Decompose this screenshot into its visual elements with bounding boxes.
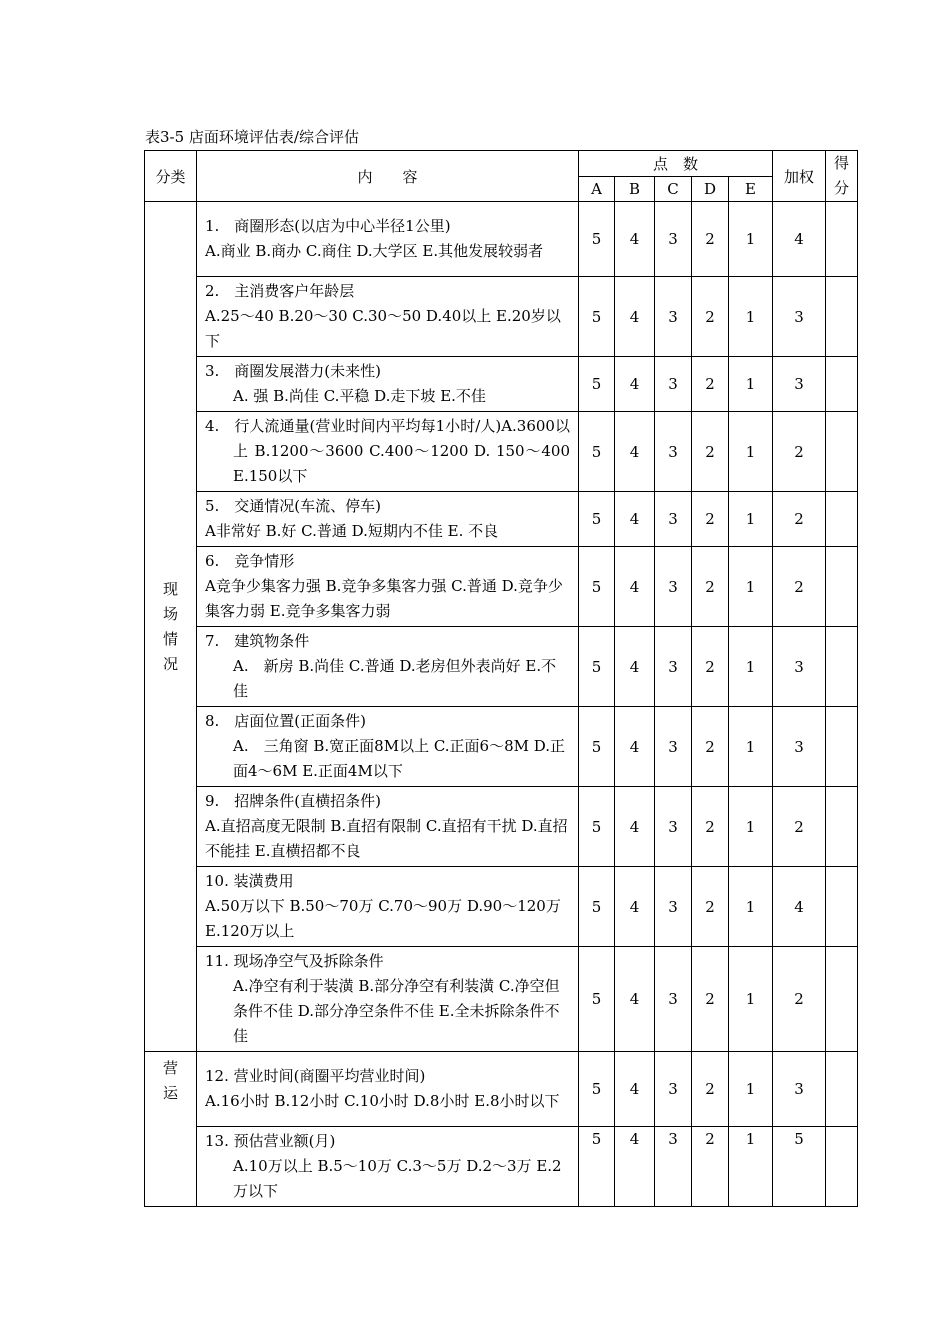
table-row bbox=[145, 492, 858, 547]
weight-value: 2 bbox=[773, 947, 826, 1052]
score-cell bbox=[826, 547, 858, 627]
point-a: 5 bbox=[579, 412, 615, 492]
category-site: 现场情况 bbox=[145, 202, 197, 1052]
point-b: 4 bbox=[615, 492, 655, 547]
point-c: 3 bbox=[655, 707, 692, 787]
table-row bbox=[145, 277, 858, 357]
point-e: 1 bbox=[729, 707, 773, 787]
point-e: 1 bbox=[729, 492, 773, 547]
header-weight: 加权 bbox=[773, 151, 826, 202]
point-b: 4 bbox=[615, 547, 655, 627]
header-points: 点 数 bbox=[579, 151, 773, 177]
item-options: A.商业 B.商办 C.商住 D.大学区 E.其他发展较弱者 bbox=[205, 242, 544, 260]
point-b: 4 bbox=[615, 277, 655, 357]
point-b: 4 bbox=[615, 1052, 655, 1127]
point-a: 5 bbox=[579, 492, 615, 547]
content-cell bbox=[197, 1127, 579, 1207]
point-d: 2 bbox=[692, 1052, 729, 1127]
point-a: 5 bbox=[579, 357, 615, 412]
item-title: 1. 商圈形态(以店为中心半径1公里) bbox=[205, 217, 451, 235]
weight-value: 2 bbox=[773, 787, 826, 867]
point-c: 3 bbox=[655, 277, 692, 357]
content-cell bbox=[197, 412, 579, 492]
point-c: 3 bbox=[655, 412, 692, 492]
point-c: 3 bbox=[655, 547, 692, 627]
point-a: 5 bbox=[579, 787, 615, 867]
header-col-d: D bbox=[692, 177, 729, 202]
content-cell bbox=[197, 787, 579, 867]
point-c: 3 bbox=[655, 202, 692, 277]
point-a: 5 bbox=[579, 202, 615, 277]
score-cell bbox=[826, 707, 858, 787]
point-d: 2 bbox=[692, 412, 729, 492]
point-e: 1 bbox=[729, 202, 773, 277]
item-title: 6. 竞争情形 bbox=[205, 552, 295, 570]
item-title: 12. 营业时间(商圈平均营业时间) bbox=[205, 1067, 426, 1085]
point-a: 5 bbox=[579, 1052, 615, 1127]
weight-value: 3 bbox=[773, 277, 826, 357]
category-operation: 营运 bbox=[145, 1052, 197, 1207]
item-options: A.10万以上 B.5～10万 C.3～5万 D.2～3万 E.2万以下 bbox=[233, 1157, 562, 1200]
weight-value: 5 bbox=[773, 1127, 826, 1207]
content-cell bbox=[197, 707, 579, 787]
point-e: 1 bbox=[729, 1052, 773, 1127]
weight-value: 3 bbox=[773, 1052, 826, 1127]
score-cell bbox=[826, 277, 858, 357]
point-d: 2 bbox=[692, 1127, 729, 1207]
score-cell bbox=[826, 867, 858, 947]
content-cell bbox=[197, 1052, 579, 1127]
point-a: 5 bbox=[579, 707, 615, 787]
item-options: A.25～40 B.20～30 C.30～50 D.40以上 E.20岁以下 bbox=[205, 307, 561, 350]
point-b: 4 bbox=[615, 707, 655, 787]
point-d: 2 bbox=[692, 492, 729, 547]
point-d: 2 bbox=[692, 277, 729, 357]
score-cell bbox=[826, 202, 858, 277]
score-cell bbox=[826, 492, 858, 547]
header-col-c: C bbox=[655, 177, 692, 202]
weight-value: 2 bbox=[773, 412, 826, 492]
item-title: 2. 主消费客户年龄层 bbox=[205, 282, 355, 300]
point-d: 2 bbox=[692, 627, 729, 707]
score-cell bbox=[826, 357, 858, 412]
table-row bbox=[145, 1127, 858, 1207]
point-d: 2 bbox=[692, 707, 729, 787]
item-options: A.16小时 B.12小时 C.10小时 D.8小时 E.8小时以下 bbox=[205, 1092, 560, 1110]
point-a: 5 bbox=[579, 867, 615, 947]
point-d: 2 bbox=[692, 357, 729, 412]
table-row bbox=[145, 547, 858, 627]
table-caption: 表3-5 店面环境评估表/综合评估 bbox=[145, 128, 359, 146]
evaluation-table bbox=[144, 150, 858, 1207]
point-b: 4 bbox=[615, 867, 655, 947]
score-cell bbox=[826, 787, 858, 867]
header-col-e: E bbox=[729, 177, 773, 202]
score-cell bbox=[826, 1127, 858, 1207]
score-cell bbox=[826, 627, 858, 707]
weight-value: 4 bbox=[773, 202, 826, 277]
point-b: 4 bbox=[615, 412, 655, 492]
table-row bbox=[145, 707, 858, 787]
point-d: 2 bbox=[692, 202, 729, 277]
point-c: 3 bbox=[655, 787, 692, 867]
content-cell bbox=[197, 867, 579, 947]
point-e: 1 bbox=[729, 412, 773, 492]
weight-value: 2 bbox=[773, 547, 826, 627]
content-cell bbox=[197, 492, 579, 547]
item-title: 13. 预估营业额(月) bbox=[205, 1132, 336, 1150]
header-score: 得分 bbox=[826, 151, 858, 202]
table-row bbox=[145, 357, 858, 412]
item-title: 4. 行人流通量(营业时间内平均每1小时/人)A.3600以上 B.1200～3600 C.400～1200 D. 150～400 E.150以下 bbox=[205, 417, 570, 485]
item-title: 8. 店面位置(正面条件) bbox=[205, 712, 367, 730]
header-col-a: A bbox=[579, 177, 615, 202]
point-a: 5 bbox=[579, 627, 615, 707]
point-a: 5 bbox=[579, 947, 615, 1052]
item-options: A. 三角窗 B.宽正面8M以上 C.正面6～8M D.正面4～6M E.正面4M以下 bbox=[233, 737, 566, 780]
content-cell bbox=[197, 947, 579, 1052]
point-b: 4 bbox=[615, 1127, 655, 1207]
weight-value: 3 bbox=[773, 627, 826, 707]
point-c: 3 bbox=[655, 627, 692, 707]
point-c: 3 bbox=[655, 492, 692, 547]
table-row bbox=[145, 867, 858, 947]
item-title: 5. 交通情况(车流、停车) bbox=[205, 497, 382, 515]
table-row bbox=[145, 202, 858, 277]
weight-value: 2 bbox=[773, 492, 826, 547]
item-options: A非常好 B.好 C.普通 D.短期内不佳 E. 不良 bbox=[205, 522, 499, 540]
table-row bbox=[145, 1052, 858, 1127]
table-row bbox=[145, 412, 858, 492]
point-c: 3 bbox=[655, 357, 692, 412]
point-b: 4 bbox=[615, 787, 655, 867]
point-d: 2 bbox=[692, 947, 729, 1052]
content-cell bbox=[197, 547, 579, 627]
item-options: A.直招高度无限制 B.直招有限制 C.直招有干扰 D.直招不能挂 E.直横招都不良 bbox=[205, 817, 568, 860]
table-row bbox=[145, 627, 858, 707]
header-content: 内 容 bbox=[197, 151, 579, 202]
point-b: 4 bbox=[615, 202, 655, 277]
item-options: A. 新房 B.尚佳 C.普通 D.老房但外表尚好 E.不佳 bbox=[233, 657, 557, 700]
table-row bbox=[145, 787, 858, 867]
table-row bbox=[145, 947, 858, 1052]
score-cell bbox=[826, 947, 858, 1052]
point-e: 1 bbox=[729, 947, 773, 1052]
point-d: 2 bbox=[692, 787, 729, 867]
item-options: A.净空有利于装潢 B.部分净空有利装潢 C.净空但条件不佳 D.部分净空条件不佳 E.全未拆除条件不佳 bbox=[233, 977, 560, 1045]
content-cell bbox=[197, 202, 579, 277]
item-title: 7. 建筑物条件 bbox=[205, 632, 310, 650]
point-c: 3 bbox=[655, 1127, 692, 1207]
point-e: 1 bbox=[729, 627, 773, 707]
score-cell bbox=[826, 1052, 858, 1127]
content-cell bbox=[197, 277, 579, 357]
item-title: 3. 商圈发展潜力(未来性) bbox=[205, 362, 382, 380]
point-a: 5 bbox=[579, 547, 615, 627]
point-e: 1 bbox=[729, 787, 773, 867]
point-a: 5 bbox=[579, 277, 615, 357]
point-b: 4 bbox=[615, 357, 655, 412]
point-c: 3 bbox=[655, 867, 692, 947]
score-cell bbox=[826, 412, 858, 492]
content-cell bbox=[197, 357, 579, 412]
item-title: 10. 装潢费用 bbox=[205, 872, 294, 890]
point-b: 4 bbox=[615, 947, 655, 1052]
point-e: 1 bbox=[729, 867, 773, 947]
point-a: 5 bbox=[579, 1127, 615, 1207]
content-cell bbox=[197, 627, 579, 707]
item-options: A.50万以下 B.50～70万 C.70～90万 D.90～120万 E.120万以上 bbox=[205, 897, 561, 940]
point-d: 2 bbox=[692, 867, 729, 947]
item-options: A竞争少集客力强 B.竞争多集客力强 C.普通 D.竞争少集客力弱 E.竞争多集客力弱 bbox=[205, 577, 563, 620]
header-category: 分类 bbox=[145, 151, 197, 202]
point-e: 1 bbox=[729, 547, 773, 627]
point-e: 1 bbox=[729, 357, 773, 412]
point-b: 4 bbox=[615, 627, 655, 707]
weight-value: 3 bbox=[773, 707, 826, 787]
item-title: 11. 现场净空气及拆除条件 bbox=[205, 952, 384, 970]
weight-value: 4 bbox=[773, 867, 826, 947]
header-col-b: B bbox=[615, 177, 655, 202]
weight-value: 3 bbox=[773, 357, 826, 412]
point-e: 1 bbox=[729, 277, 773, 357]
item-options: A. 强 B.尚佳 C.平稳 D.走下坡 E.不佳 bbox=[233, 387, 486, 405]
item-title: 9. 招牌条件(直横招条件) bbox=[205, 792, 382, 810]
point-d: 2 bbox=[692, 547, 729, 627]
point-e: 1 bbox=[729, 1127, 773, 1207]
point-c: 3 bbox=[655, 947, 692, 1052]
point-c: 3 bbox=[655, 1052, 692, 1127]
